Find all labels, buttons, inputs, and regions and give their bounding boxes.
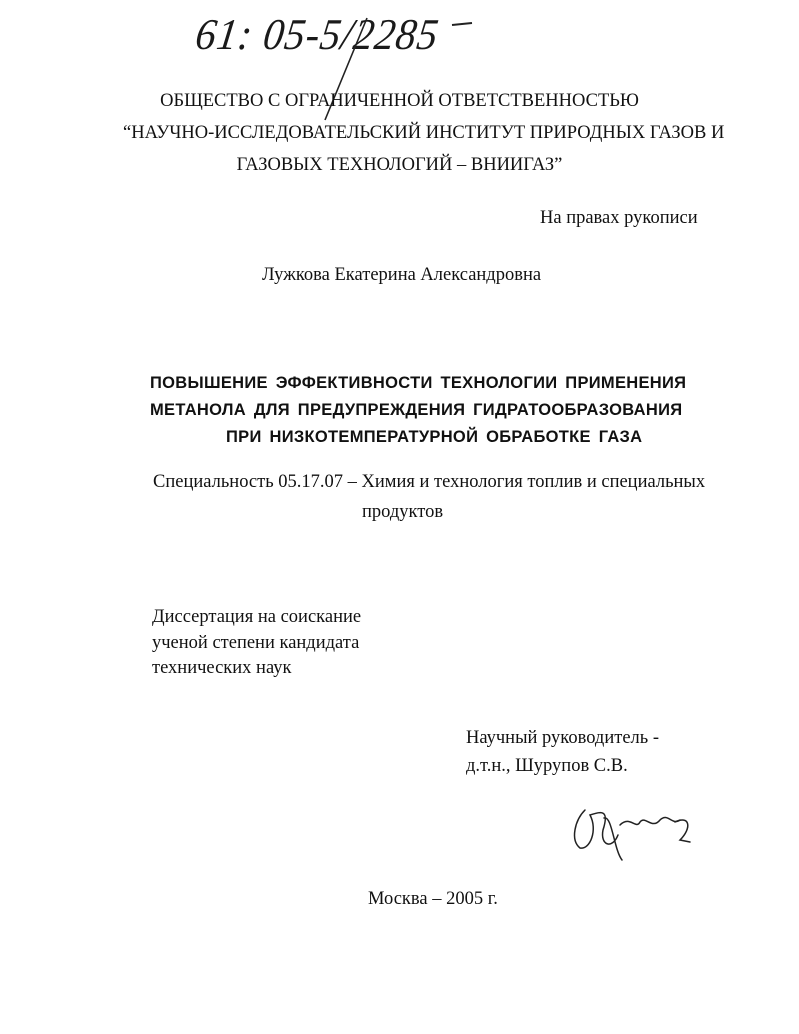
organization-line-1: ОБЩЕСТВО С ОГРАНИЧЕННОЙ ОТВЕТСТВЕННОСТЬЮ	[160, 91, 639, 111]
thesis-title-line-1: ПОВЫШЕНИЕ ЭФФЕКТИВНОСТИ ТЕХНОЛОГИИ ПРИМЕНЕНИЯ	[150, 374, 687, 392]
specialty-line-1: Специальность 05.17.07 – Химия и технология топлив и специальных	[153, 472, 706, 492]
organization-line-2: “НАУЧНО-ИССЛЕДОВАТЕЛЬСКИЙ ИНСТИТУТ ПРИРОДНЫХ ГАЗОВ И	[123, 123, 725, 143]
dash-stroke	[452, 23, 472, 25]
signature	[575, 810, 690, 860]
organization-line-3: ГАЗОВЫХ ТЕХНОЛОГИЙ – ВНИИГАЗ”	[236, 155, 563, 175]
degree-line-1: Диссертация на соискание	[152, 607, 362, 627]
author-name: Лужкова Екатерина Александровна	[262, 265, 542, 285]
thesis-title-line-2: МЕТАНОЛА ДЛЯ ПРЕДУПРЕЖДЕНИЯ ГИДРАТООБРАЗОВАНИЯ	[150, 401, 683, 419]
manuscript-rights: На правах рукописи	[540, 208, 698, 228]
specialty-line-2: продуктов	[362, 502, 444, 522]
supervisor-line-2: д.т.н., Шурупов С.В.	[466, 756, 628, 776]
degree-line-3: технических наук	[152, 658, 292, 678]
thesis-title-line-3: ПРИ НИЗКОТЕМПЕРАТУРНОЙ ОБРАБОТКЕ ГАЗА	[226, 428, 643, 446]
degree-line-2: ученой степени кандидата	[152, 633, 360, 653]
supervisor-line-1: Научный руководитель -	[466, 728, 659, 748]
archive-number-handwritten: 61: 05-5/2285	[192, 10, 442, 59]
place-year: Москва – 2005 г.	[368, 889, 498, 909]
